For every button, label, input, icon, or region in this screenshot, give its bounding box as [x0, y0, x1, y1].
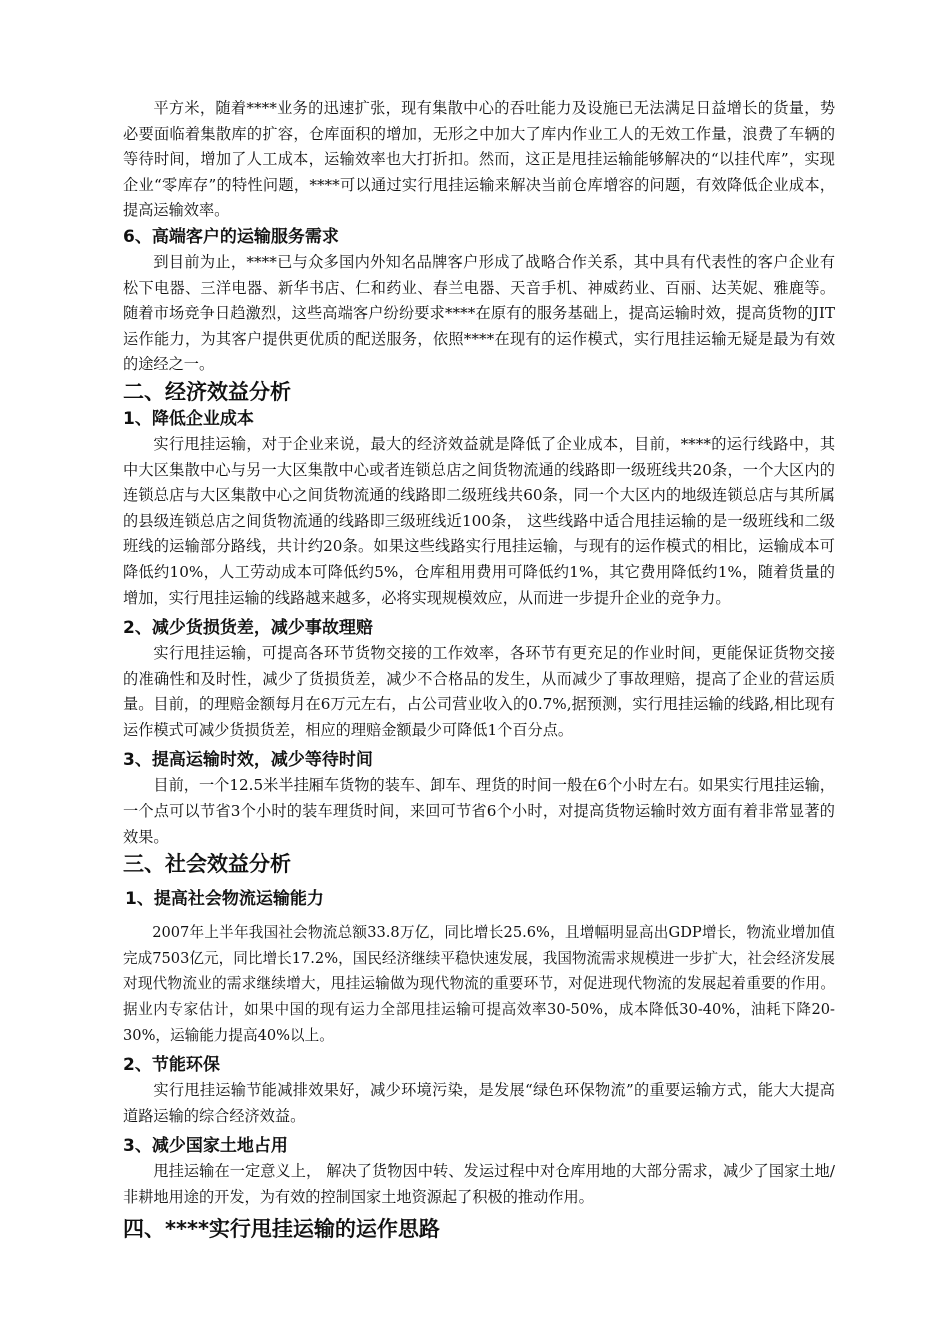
section-economic-benefits: 二、经济效益分析: [123, 378, 291, 404]
heading-reduce-cost: 1、降低企业成本: [123, 408, 254, 429]
section-operation-approach: 四、****实行甩挂运输的运作思路: [123, 1216, 440, 1241]
heading-improve-timeliness: 3、提高运输时效，减少等待时间: [123, 750, 373, 771]
paragraph-energy-saving: 实行甩挂运输节能减排效果好，减少环境污染，是发展“绿色环保物流”的重要运输方式，能大大提高道路运输的综合经济效益。: [123, 1081, 835, 1125]
paragraph-high-end-clients: 到目前为止，****已与众多国内外知名品牌客户形成了战略合作关系，其中具有代表性的客户企业有松下电器、三洋电器、新华书店、仁和药业、春兰电器、天音手机、神威药业、百丽、达芙妮、雅鹿等。随着市场竞争日趋激烈，这些高端客户纷纷要求****在原有的服务基础上，提高运输时效，提高货物的JIT运作能力，为其客户提供更优质的配送服务，依照****在现有的运作模式，实行甩挂运输无疑是最为有效的途经之一。: [123, 252, 835, 374]
paragraph-intro: 平方米，随着****业务的迅速扩张，现有集散中心的吞吐能力及设施已无法满足日益增长的货量，势必要面临着集散库的扩容，仓库面积的增加，无形之中加大了库内作业工人的无效工作量，浪费了车辆的等待时间，增加了人工成本，运输效率也大打折扣。然而，这正是甩挂运输能够解决的“以挂代库”，实现企业“零库存”的特性问题，****可以通过实行甩挂运输来解决当前仓库增容的问题，有效降低企业成本，提高运输效率。: [123, 99, 835, 220]
heading-energy-saving: 2、节能环保: [123, 1055, 220, 1076]
section-social-benefits: 三、社会效益分析: [123, 851, 291, 877]
paragraph-land-use: 甩挂运输在一定意义上， 解决了货物因中转、发运过程中对仓库用地的大部分需求，减少了国家土地/非耕地用途的开发，为有效的控制国家土地资源起了积极的推动作用。: [123, 1162, 835, 1206]
heading-high-end-clients: 6、高端客户的运输服务需求: [123, 226, 339, 247]
document-page: [123, 96, 835, 1243]
paragraph-logistics-capacity: 2007年上半年我国社会物流总额33.8万亿，同比增长25.6%，且增幅明显高出GDP增长，物流业增加值完成7503亿元，同比增长17.2%，国民经济继续平稳快速发展，我国物流需求规模进一步扩大，社会经济发展对现代物流业的需求继续增大，甩挂运输做为现代物流的重要环节，对促进现代物流的发展起着重要的作用。据业内专家估计，如果中国的现有运力全部甩挂运输可提高效率30-50%，成本降低30-40%，油耗下降20-30%，运输能力提高40%以上。: [123, 924, 835, 1044]
paragraph-improve-timeliness: 目前，一个12.5米半挂厢车货物的装车、卸车、理货的时间一般在6个小时左右。如果实行甩挂运输，一个点可以节省3个小时的装车理货时间，来回可节省6个小时，对提高货物运输时效方面有着非常显著的效果。: [123, 776, 835, 846]
paragraph-reduce-damage: 实行甩挂运输，可提高各环节货物交接的工作效率，各环节有更充足的作业时间，更能保证货物交接的准确性和及时性，减少了货损货差，减少不合格品的发生，从而减少了事故理赔，提高了企业的营运质量。目前，的理赔金额每月在6万元左右，占公司营业收入的0.7%,据预测，实行甩挂运输的线路,相比现有运作模式可减少货损货差，相应的理赔金额最少可降低1个百分点。: [123, 644, 835, 739]
heading-land-use: 3、减少国家土地占用: [123, 1136, 288, 1157]
heading-reduce-damage: 2、减少货损货差，减少事故理赔: [123, 618, 373, 639]
heading-logistics-capacity: 1、提高社会物流运输能力: [125, 889, 324, 910]
paragraph-reduce-cost: 实行甩挂运输，对于企业来说，最大的经济效益就是降低了企业成本，目前，****的运行线路中，其中大区集散中心与另一大区集散中心或者连锁总店之间货物流通的线路即一级班线共20条，一个大区内的连锁总店与大区集散中心之间货物流通的线路即二级班线共60条，同一个大区内的地级连锁总店与其所属的县级连锁总店之间货物流通的线路即三级班线近100条， 这些线路中适合甩挂运输的是一级班线和二级班线的运输部分路线，共计约20条。如果这些线路实行甩挂运输，与现有的运作模式的相比，运输成本可降低约10%，人工劳动成本可降低约5%，仓库租用费用可降低约1%，其它费用降低约1%，随着货量的增加，实行甩挂运输的线路越来越多，必将实现规模效应，从而进一步提升企业的竞争力。: [123, 434, 835, 607]
